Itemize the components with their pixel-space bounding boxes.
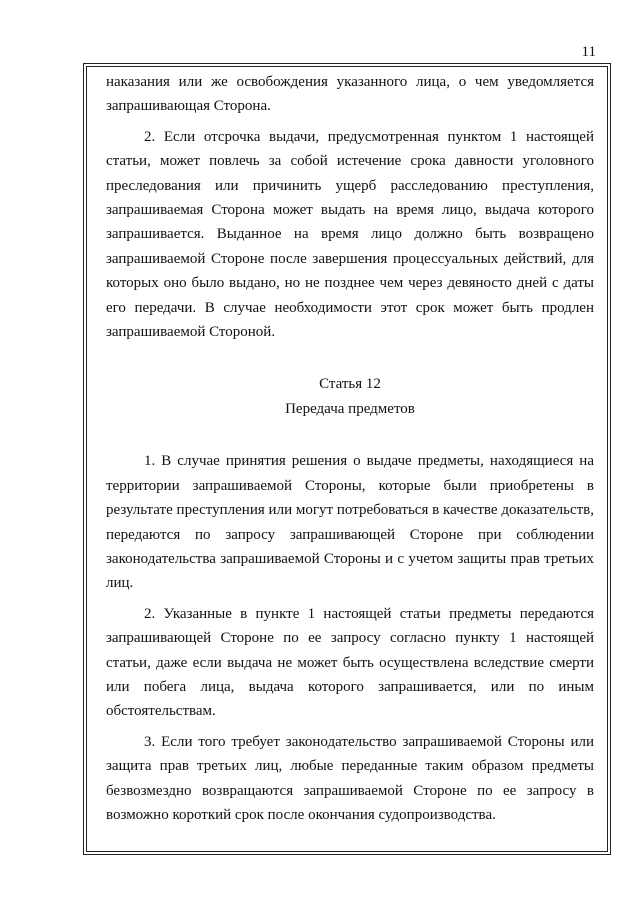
article-12-paragraph-2: 2. Указанные в пункте 1 настоящей статьи предметы передаются запрашивающей Стороне по ее запросу согласно пункту 1 настоящей статьи, даже если выдача не может быть осуществлена вследствие смерти или побега лица, выдача которого запрашивается, или по иным обстоятельствам. [106, 605, 594, 720]
article-title: Передача предметов [285, 400, 415, 417]
continued-paragraph: наказания или же освобождения указанного лица, о чем уведомляется запрашивающая Сторона. [106, 74, 594, 115]
article-12-paragraph-1: 1. В случае принятия решения о выдаче предметы, находящиеся на территории запрашиваемой Стороны, которые были приобретены в результате преступления или могут потребоваться в качестве доказательств, передаются по запросу запрашивающей Стороне при соблюдении законодательства запрашиваемой Стороны и с учетом защиты прав третьих лиц. [106, 453, 594, 592]
article-12-paragraph-3: 3. Если того требует законодательство запрашиваемой Стороны или защита прав третьих лиц, любые переданные таким образом предметы безвозмездно возвращаются запрашиваемой Стороне по ее запросу в возможно короткий срок после окончания судопроизводства. [106, 733, 594, 823]
article-number: Статья 12 [319, 376, 381, 393]
paragraph-extradition-delay: 2. Если отсрочка выдачи, предусмотренная пунктом 1 настоящей статьи, может повлечь за собой истечение срока давности уголовного преследования или причинить ущерб расследованию преступления, запрашиваемая Сторона может выдать на время лицо, выдача которого запрашивается. Выданное на время лицо должно быть возвращено запрашиваемой Стороне после завершения процессуальных действий, для которых оно было выдано, но не позднее чем через девяносто дней с даты его передачи. В случае необходимости этот срок может быть продлен запрашиваемой Стороной. [106, 128, 594, 341]
page-number: 11 [581, 44, 596, 60]
document-body [106, 70, 594, 827]
